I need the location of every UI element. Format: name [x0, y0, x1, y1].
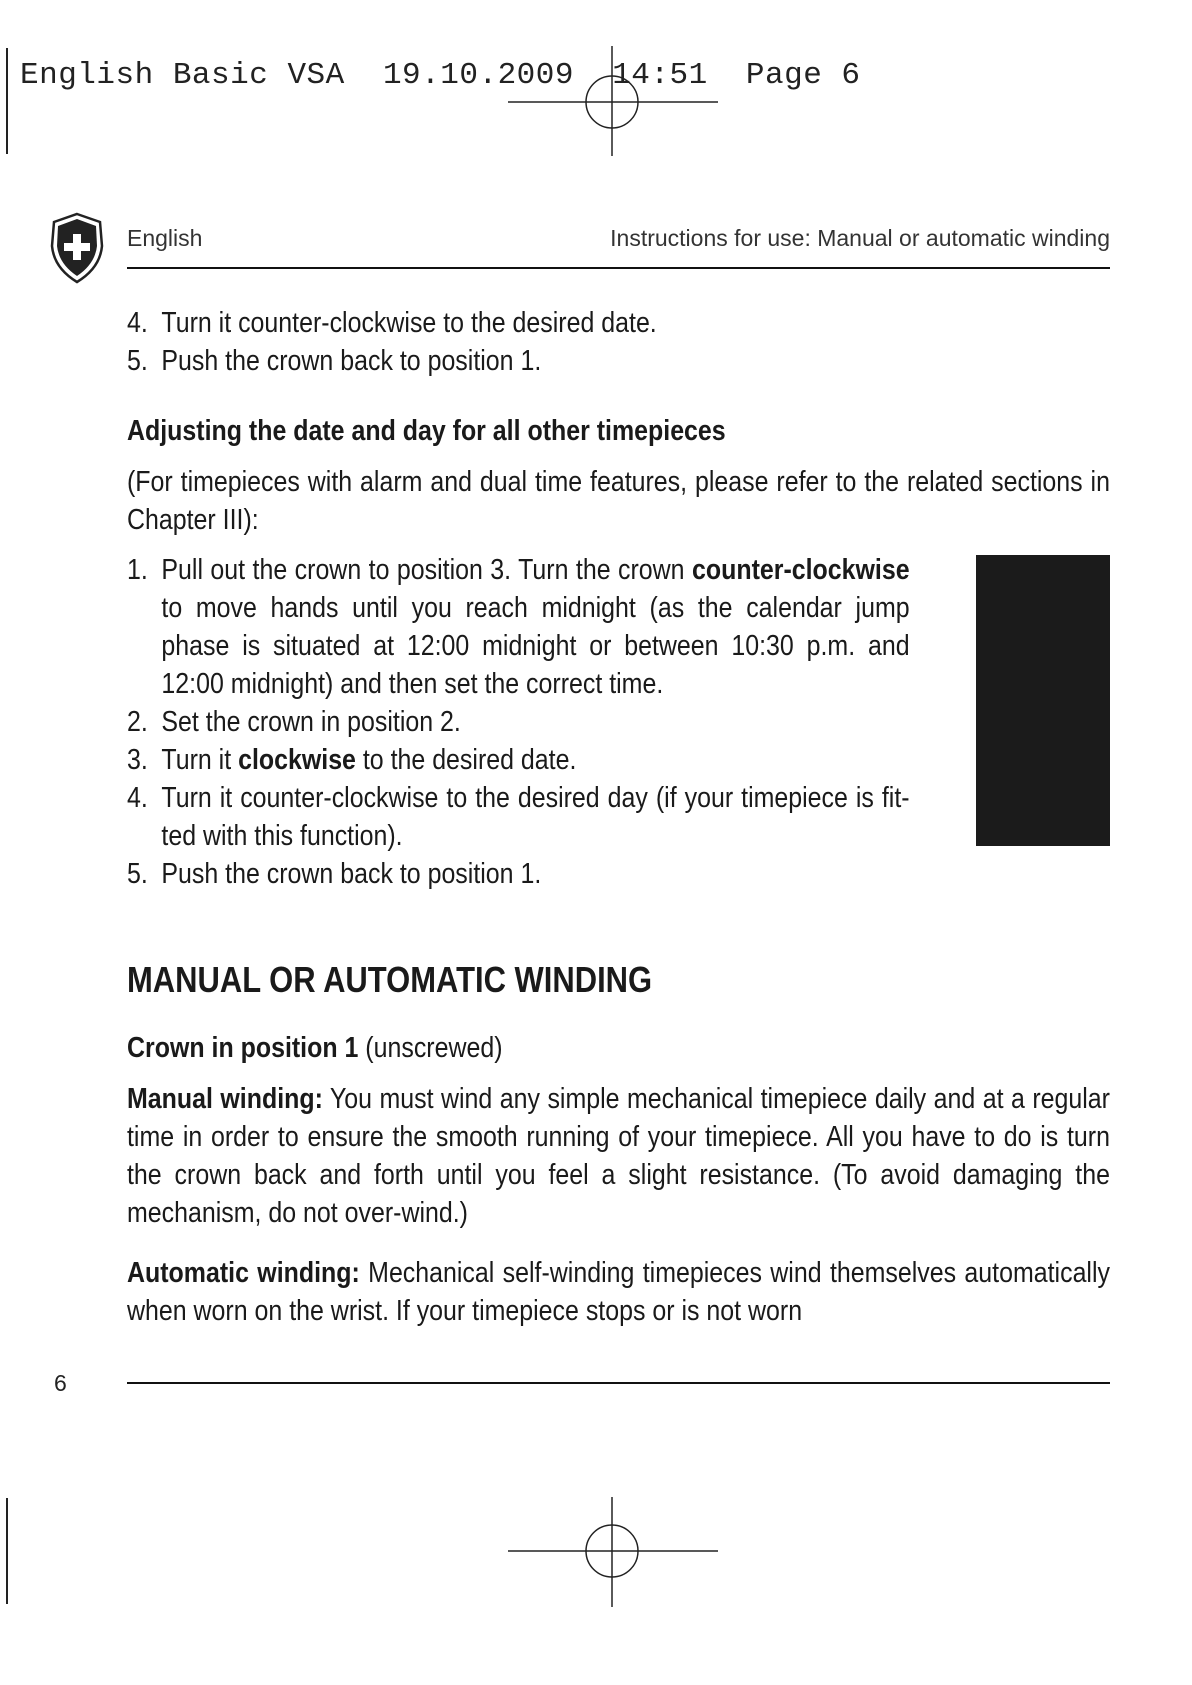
list-item: 4. Turn it counter-clockwise to the desired date. [127, 307, 657, 339]
automatic-winding-paragraph: Automatic winding: Mechanical self-winding timepieces wind themselves automatically when worn on the wrist. If your timepiece stops or is not worn [127, 1257, 1110, 1327]
swiss-army-shield-logo [48, 212, 106, 284]
list-item: 1. Pull out the crown to position 3. Turn the crown counter-clockwise to move hands until you reach midnight (as the calendar jump phase is situated at 12:00 midnight or between 10:30 p.m. and 12:00 midnight) and then set the correct time. [127, 554, 910, 700]
list-item: 5. Push the crown back to position 1. [127, 345, 542, 377]
page-number: 6 [54, 1370, 67, 1396]
chapter-heading: MANUAL OR AUTOMATIC WINDING [127, 959, 653, 1000]
section-intro: (For timepieces with alarm and dual time features, please refer to the related sections in Chapter III): [127, 466, 1110, 536]
adjustment-steps [127, 551, 910, 893]
section-heading: Adjusting the date and day for all other timepieces [127, 415, 726, 447]
list-item: 2. Set the crown in position 2. [127, 706, 461, 738]
header-language: English [127, 225, 203, 251]
crop-mark-top-left [6, 48, 8, 154]
registration-mark-bottom [508, 1497, 718, 1607]
list-item: 4. Turn it counter-clockwise to the desired day (if your timepiece is fitted with this function). [127, 782, 910, 852]
crop-mark-bottom-left [6, 1498, 8, 1604]
list-item: 5. Push the crown back to position 1. [127, 858, 542, 890]
page-content [127, 304, 1110, 1330]
footer-rule [127, 1382, 1110, 1384]
print-slug: English Basic VSA 19.10.2009 14:51 Page 6 [20, 58, 861, 93]
list-item: 3. Turn it clockwise to the desired date. [127, 744, 577, 776]
crown-position-line: Crown in position 1 (unscrewed) [127, 1032, 503, 1064]
manual-winding-paragraph: Manual winding: You must wind any simple mechanical timepiece daily and at a regular time in order to ensure the smooth running of your timepiece. All you have to do is turn the crown back and forth until you feel a slight resistance. (To avoid damaging the mechanism, do not over-wind.) [127, 1083, 1110, 1229]
steps-continued [127, 304, 1110, 380]
header-section-title: Instructions for use: Manual or automatic winding [610, 225, 1110, 251]
header-rule [127, 267, 1110, 269]
registration-mark-top [508, 46, 718, 156]
